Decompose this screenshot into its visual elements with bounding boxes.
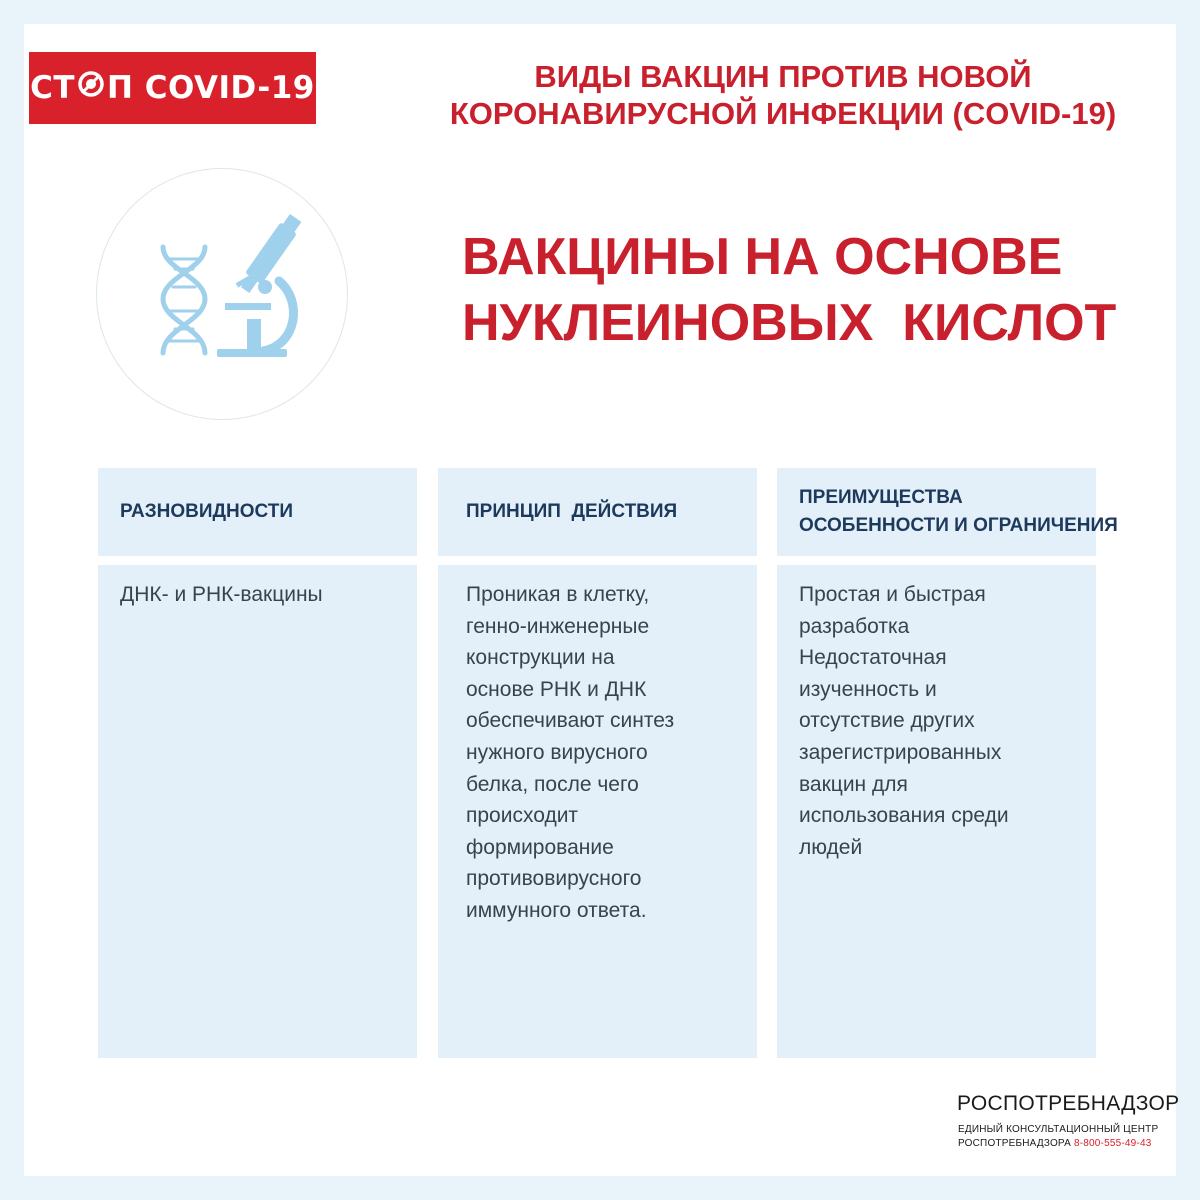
- badge-prefix: СТ: [30, 70, 76, 106]
- main-title-line: НУКЛЕИНОВЫХ КИСЛОТ: [462, 294, 1117, 352]
- header-title-line: ВИДЫ ВАКЦИН ПРОТИВ НОВОЙ: [534, 59, 1032, 94]
- column-body-line: Простая и быстрая: [799, 583, 986, 606]
- footer-organization: РОСПОТРЕБНАДЗОР: [957, 1092, 1180, 1115]
- illustration-circle: [96, 168, 348, 420]
- column-body-line: обеспечивают синтез: [466, 709, 675, 733]
- column-body-line: Проникая в клетку,: [466, 583, 650, 606]
- column-body-line: зарегистрированных: [799, 740, 1002, 764]
- column-header-varieties: [98, 468, 417, 556]
- main-title-line: ВАКЦИНЫ НА ОСНОВЕ: [462, 228, 1063, 286]
- virus-icon: [76, 69, 106, 107]
- microscope-icon: [217, 212, 304, 357]
- header-title-line: КОРОНАВИРУСНОЙ ИНФЕКЦИИ (COVID-19): [449, 96, 1117, 131]
- footer-contact: [958, 1123, 1158, 1151]
- column-header-line: ПРЕИМУЩЕСТВА: [799, 487, 963, 508]
- column-body-principle: [438, 565, 757, 1058]
- main-title: [462, 224, 1162, 356]
- column-body-line: ДНК- и РНК-вакцины: [120, 583, 323, 606]
- column-body-line: иммунного ответа.: [466, 898, 647, 922]
- header-title: [440, 58, 1126, 132]
- column-header-advantages: [777, 468, 1118, 556]
- column-body-line: противовирусного: [466, 867, 642, 891]
- column-header-line: РАЗНОВИДНОСТИ: [120, 501, 294, 522]
- column-body-line: использования среди: [799, 804, 1009, 828]
- footer-phone: 8-800-555-49-43: [1073, 1138, 1152, 1149]
- footer-center-name: ЕДИНЫЙ КОНСУЛЬТАЦИОННЫЙ ЦЕНТР: [958, 1124, 1159, 1135]
- column-body-line: происходит: [466, 804, 579, 828]
- column-body-line: отсутствие других: [799, 709, 975, 733]
- stop-covid-badge: [29, 52, 316, 124]
- column-body-line: конструкции на: [466, 646, 615, 670]
- badge-suffix: П COVID-19: [107, 70, 315, 106]
- column-body-line: формирование: [466, 835, 614, 859]
- column-header-principle: [438, 468, 757, 556]
- column-body-line: основе РНК и ДНК: [466, 677, 647, 701]
- column-header-line: ПРИНЦИП ДЕЙСТВИЯ: [466, 501, 678, 522]
- footer-org-short: РОСПОТРЕБНАДЗОРА: [958, 1138, 1071, 1149]
- column-body-line: нужного вирусного: [466, 740, 648, 764]
- column-body-varieties: [98, 565, 417, 1058]
- column-body-line: вакцин для: [799, 772, 908, 796]
- dna-icon: [163, 247, 205, 353]
- column-body-line: людей: [799, 835, 863, 859]
- column-body-line: белка, после чего: [466, 772, 639, 796]
- column-body-advantages: [777, 565, 1096, 1058]
- column-body-line: разработка: [799, 614, 910, 638]
- column-body-line: изученность и: [799, 677, 937, 701]
- column-body-line: Недостаточная: [799, 646, 947, 670]
- column-body-line: генно-инженерные: [466, 614, 650, 638]
- column-header-line: ОСОБЕННОСТИ И ОГРАНИЧЕНИЯ: [799, 515, 1118, 536]
